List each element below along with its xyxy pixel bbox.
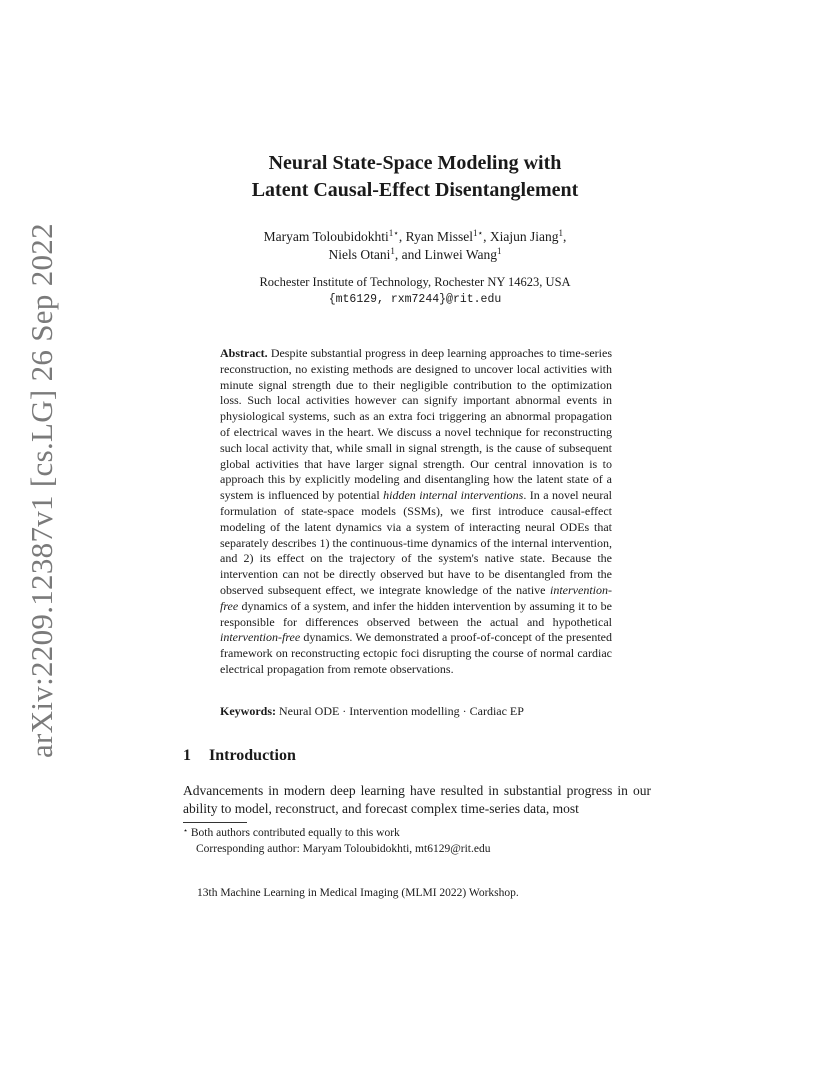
abstract-text: . In a novel neural formulation of state-space models (SSMs), we first introduce causal-effect modeling of the latent dynamics via a system of interacting neural ODEs that separately describes 1) the continuous-time dynamics of the internal intervention, and 2) its effect on the trajectory of the system's native state. Because the intervention can not be directly observed but have to be disentangled from the observed subsequent effect, we integrate knowledge of the native [220,488,613,597]
section-heading [183,746,296,766]
author-affil-mark: 1⋆ [388,228,399,238]
author-affil-mark: 1 [390,246,395,256]
title-line-2: Latent Causal-Effect Disentanglement [251,179,579,201]
author-name: Maryam Toloubidokhti [263,229,389,244]
abstract-text: dynamics of a system, and infer the hidden intervention by assuming it to be responsible for differences observed between the actual and hypothetical [220,598,612,629]
affiliation [180,274,650,308]
footnote [183,826,651,857]
abstract-label: Abstract. [220,346,268,360]
author-emails [180,290,650,308]
author-affil-mark: 1 [558,228,564,238]
venue-note: 13th Machine Learning in Medical Imaging (MLMI 2022) Workshop. [197,887,519,899]
author-line-2 [180,246,650,264]
body-paragraph: Advancements in modern deep learning have resulted in substantial progress in our ability to model, reconstruct, and forecast complex time-series data, most [183,783,651,816]
abstract [220,346,612,678]
abstract-text: dynamics. We demonstrated a proof-of-concept of the presented framework on reconstructing ectopic foci disrupting the course of normal cardiac electrical propagation from remote observations. [220,630,612,676]
section-title: Introduction [209,747,296,764]
author-line-1 [180,228,650,246]
abstract-emphasis: intervention-free [220,630,301,645]
author-affil-mark: 1 [497,246,502,256]
email-usernames: {mt6129, rxm7244} [328,293,447,306]
abstract-emphasis: intervention-free [220,582,612,613]
footnote-mark: ⋆ [183,826,189,835]
abstract-text: Despite substantial progress in deep learning approaches to time-series reconstruction, no existing methods are designed to uncover local activities with minute signal strength due to their negligible contribution to the optimization loss. Such local activities however can signify important abnormal events in physiological systems, such as an extra foci triggering an abnormal propagation of electrical waves in the heart. We discuss a novel technique for reconstructing such local activity that, while small in signal strength, is the cause of subsequent global activities that have larger signal strength. Our central innovation is to approach this by explicitly modeling and disentangling how the latent state of a system is influenced by potential [220,346,612,503]
footnote-line-1 [183,826,651,842]
author-name: , and Linwei Wang [394,247,497,262]
footnote-text: Both authors contributed equally to this work [188,827,400,839]
author-name: , Ryan Missel [398,229,473,244]
arxiv-stamp-text: arXiv:2209.12387v1 [cs.LG] 26 Sep 2022 [24,223,59,758]
author-name: Niels Otani [328,247,391,262]
footnote-rule [183,822,247,823]
author-affil-mark: 1⋆ [473,228,484,238]
paper-title [180,150,650,204]
author-name: , Xiajun Jiang [483,229,559,244]
footnote-line-2: Corresponding author: Maryam Toloubidokhti, mt6129@rit.edu [196,842,491,855]
arxiv-stamp [16,223,64,758]
title-line-1: Neural State-Space Modeling with [268,152,562,174]
author-list [180,228,650,264]
section-number: 1 [183,747,191,764]
keywords [220,703,612,719]
email-domain: @rit.edu [446,293,502,306]
institution: Rochester Institute of Technology, Rochester NY 14623, USA [259,275,571,289]
author-separator: , [563,229,567,244]
keywords-text: Neural ODE · Intervention modelling · Cardiac EP [276,704,524,718]
abstract-emphasis: hidden internal interventions [383,488,524,503]
keywords-label: Keywords: [220,704,276,718]
